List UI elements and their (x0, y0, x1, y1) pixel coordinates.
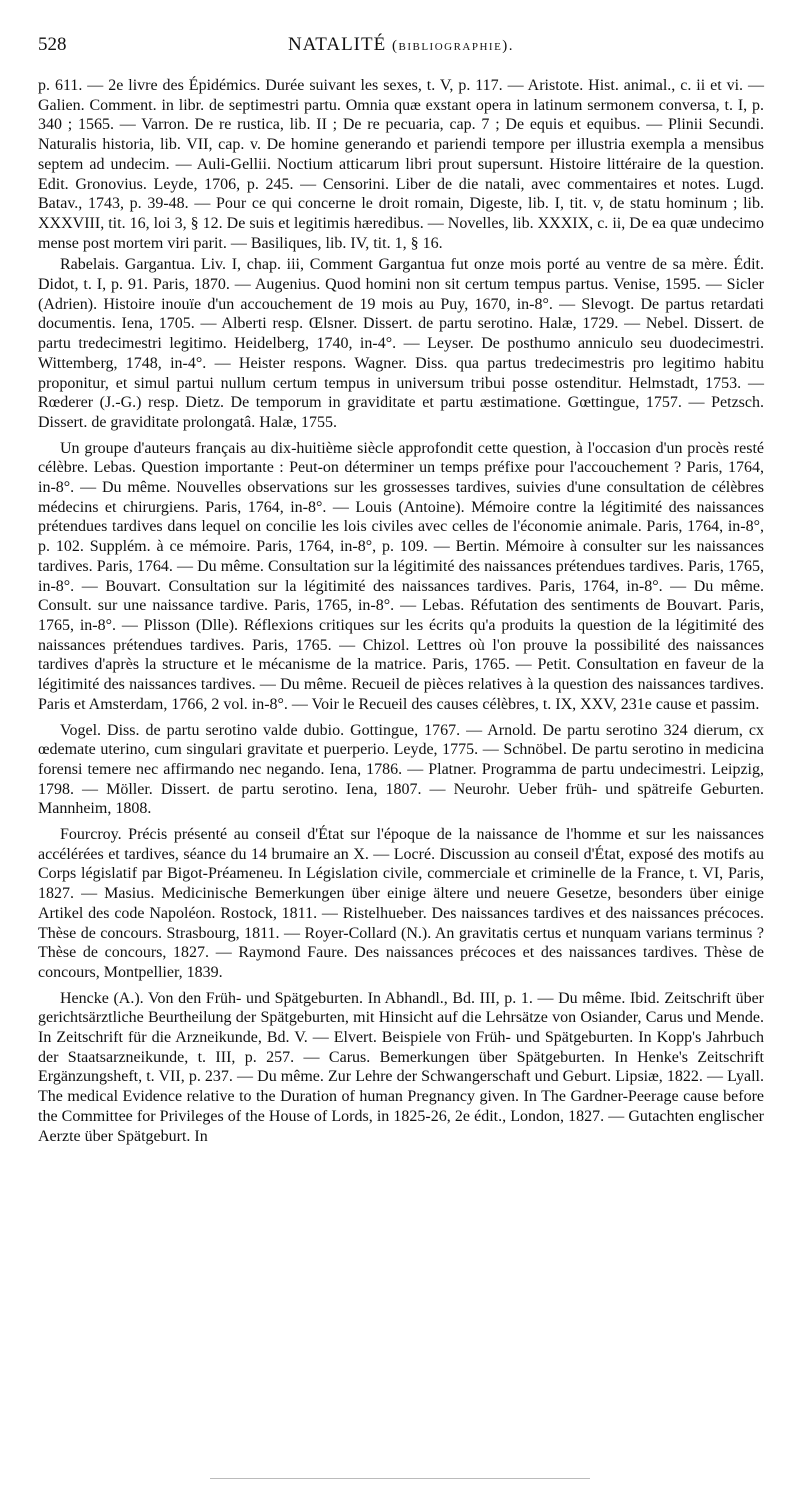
bibliography-paragraph: p. 611. — 2e livre des Épidémics. Durée suivant les sexes, t. V, p. 117. — Aristote. Hist. animal., c. ii et vi. — Galien. Comment. in libr. de septimestri partu. Omnia quæ exstant opera in latinum sermonem conversa, t. I, p. 340 ; 1565. — Varron. De re rustica, lib. II ; De re pecuaria, cap. 7 ; De equis et equibus. — Plinii Secundi. Naturalis historia, lib. VII, cap. v. De homine generando et pariendi tempore per illustria exempla a mensibus septem ad undecim. — Auli-Gellii. Noctium atticarum libri prout supersunt. Histoire littéraire de la question. Edit. Gronovius. Leyde, 1706, p. 245. — Censorini. Liber de die natali, avec commentaires et notes. Lugd. Batav., 1743, p. 39-48. — Pour ce qui concerne le droit romain, Digeste, lib. I, tit. v, de statu hominum ; lib. XXXVIII, tit. 16, loi 3, § 12. De suis et legitimis hæredibus. — Novelles, lib. XXXIX, c. ii, De ea quæ undecimo mense post mortem viri parit. — Basiliques, lib. IV, tit. 1, § 16. (38, 77, 764, 252)
running-title-main: NATALITÉ (287, 34, 387, 55)
running-title (38, 34, 764, 56)
bibliography-paragraph: Un groupe d'auteurs français au dix-huitième siècle approfondit cette question, à l'occasion d'un procès resté célèbre. Lebas. Question importante : Peut-on déterminer un temps préfixe pour l'accouchement ? Paris, 1764, in-8°. — Du même. Nouvelles observations sur les grossesses tardives, suivies d'une consultation de célèbres médecins et chirurgiens. Paris, 1764, in-8°. — Louis (Antoine). Mémoire contre la légitimité des naissances prétendues tardives dans lequel on concilie les lois civiles avec celles de l'économie animale. Paris, 1764, in-8°, p. 102. Supplém. à ce mémoire. Paris, 1764, in-8°, p. 109. — Bertin. Mémoire à consulter sur les naissances tardives. Paris, 1764. — Du même. Consultation sur la légitimité des naissances prétendues tardives. Paris, 1765, in-8°. — Bouvart. Consultation sur la légitimité des naissances tardives. Paris, 1764, in-8°. — Du même. Consult. sur une naissance tardive. Paris, 1765, in-8°. — Lebas. Réfutation des sentiments de Bouvart. Paris, 1765, in-8°. — Plisson (Dlle). Réflexions critiques sur les écrits qu'a produits la question de la légitimité des naissances prétendues tardives. Paris, 1765. — Chizol. Lettres où l'on prouve la possibilité des naissances tardives d'après la structure et le mécanisme de la matrice. Paris, 1765. — Petit. Consultation en faveur de la légitimité des naissances tardives. — Du même. Recueil de pièces relatives à la question des naissances tardives. Paris et Amsterdam, 1766, 2 vol. in-8°. — Voir le Recueil des causes célèbres, t. IX, XXV, 231e cause et passim. (38, 439, 764, 713)
running-head (38, 34, 764, 68)
bibliography-paragraph: Rabelais. Gargantua. Liv. I, chap. iii, Comment Gargantua fut onze mois porté au ventre de sa mère. Édit. Didot, t. I, p. 91. Paris, 1870. — Augenius. Quod homini non sit certum tempus partus. Venise, 1595. — Sicler (Adrien). Histoire inouïe d'un accouchement de 19 mois au Puy, 1670, in-8°. — Slevogt. De partus retardati documentis. Iena, 1705. — Alberti resp. Œlsner. Dissert. de partu serotino. Halæ, 1729. — Nebel. Dissert. de partu tredecimestri legitimo. Heidelberg, 1740, in-4°. — Leyser. De posthumo anniculo seu duodecimestri. Wittemberg, 1748, in-4°. — Heister respons. Wagner. Diss. qua partus tredecimestris pro legitimo habitu proponitur, et simul partui nullum certum tempus in universum tribui posse ostenditur. Helmstadt, 1753. — Rœderer (J.-G.) resp. Dietz. De temporum in graviditate et partu æstimatione. Gœttingue, 1757. — Petzsch. Dissert. de graviditate prolongatâ. Halæ, 1755. (38, 256, 764, 431)
running-title-sub: (bibliographie). (391, 38, 515, 54)
page-number: 528 (38, 34, 67, 55)
bibliography-paragraph: Vogel. Diss. de partu serotino valde dubio. Gottingue, 1767. — Arnold. De partu serotino 324 dierum, cx œdemate uterino, cum singulari gravitate et puerperio. Leyde, 1775. — Schnöbel. De partu serotino in medicina forensi temere nec affirmando nec negando. Iena, 1786. — Platner. Programma de partu undecimestri. Leipzig, 1798. — Möller. Dissert. de partu serotino. Iena, 1807. — Neurohr. Ueber früh- und spätreife Geburten. Mannheim, 1808. (38, 721, 764, 818)
bibliography-paragraph: Hencke (A.). Von den Früh- und Spätgeburten. In Abhandl., Bd. III, p. 1. — Du même. Ibid. Zeitschrift über gerichtsärztliche Beurtheilung der Spätgeburten, mit Hinsicht auf die Lehrsätze von Osiander, Carus und Mende. In Zeitschrift für die Arzneikunde, Bd. V. — Elvert. Beispiele von Früh- und Spätgeburten. In Kopp's Jahrbuch der Staatsarzneikunde, t. III, p. 257. — Carus. Bemerkungen über Spätgeburten. In Henke's Zeitschrift Ergänzungsheft, t. VII, p. 237. — Du même. Zur Lehre der Schwangerschaft und Geburt. Lipsiæ, 1822. — Lyall. The medical Evidence relative to the Duration of human Pregnancy given. In The Gardner-Peerage cause before the Committee for Privileges of the House of Lords, in 1825-26, 2e édit., London, 1827. — Gutachten englischer Aerzte über Spätgeburt. In (38, 989, 764, 1145)
footer-rule (210, 1478, 590, 1479)
bibliography-paragraph: Fourcroy. Précis présenté au conseil d'État sur l'époque de la naissance de l'homme et sur les naissances accélérées et tardives, séance du 14 brumaire an X. — Locré. Discussion au conseil d'État, exposé des motifs au Corps législatif par Bigot-Préameneu. In Législation civile, commerciale et criminelle de la France, t. VI, Paris, 1827. — Masius. Medicinische Bemerkungen über einige ältere und neuere Gesetze, besonders über einige Artikel des code Napoléon. Rostock, 1811. — Ristelhueber. Des naissances tardives et des naissances précoces. Thèse de concours. Strasbourg, 1811. — Royer-Collard (N.). An gravitatis certus et nunquam varians terminus ? Thèse de concours, 1827. — Raymond Faure. Des naissances précoces et des naissances tardives. Thèse de concours, Montpellier, 1839. (38, 826, 764, 981)
